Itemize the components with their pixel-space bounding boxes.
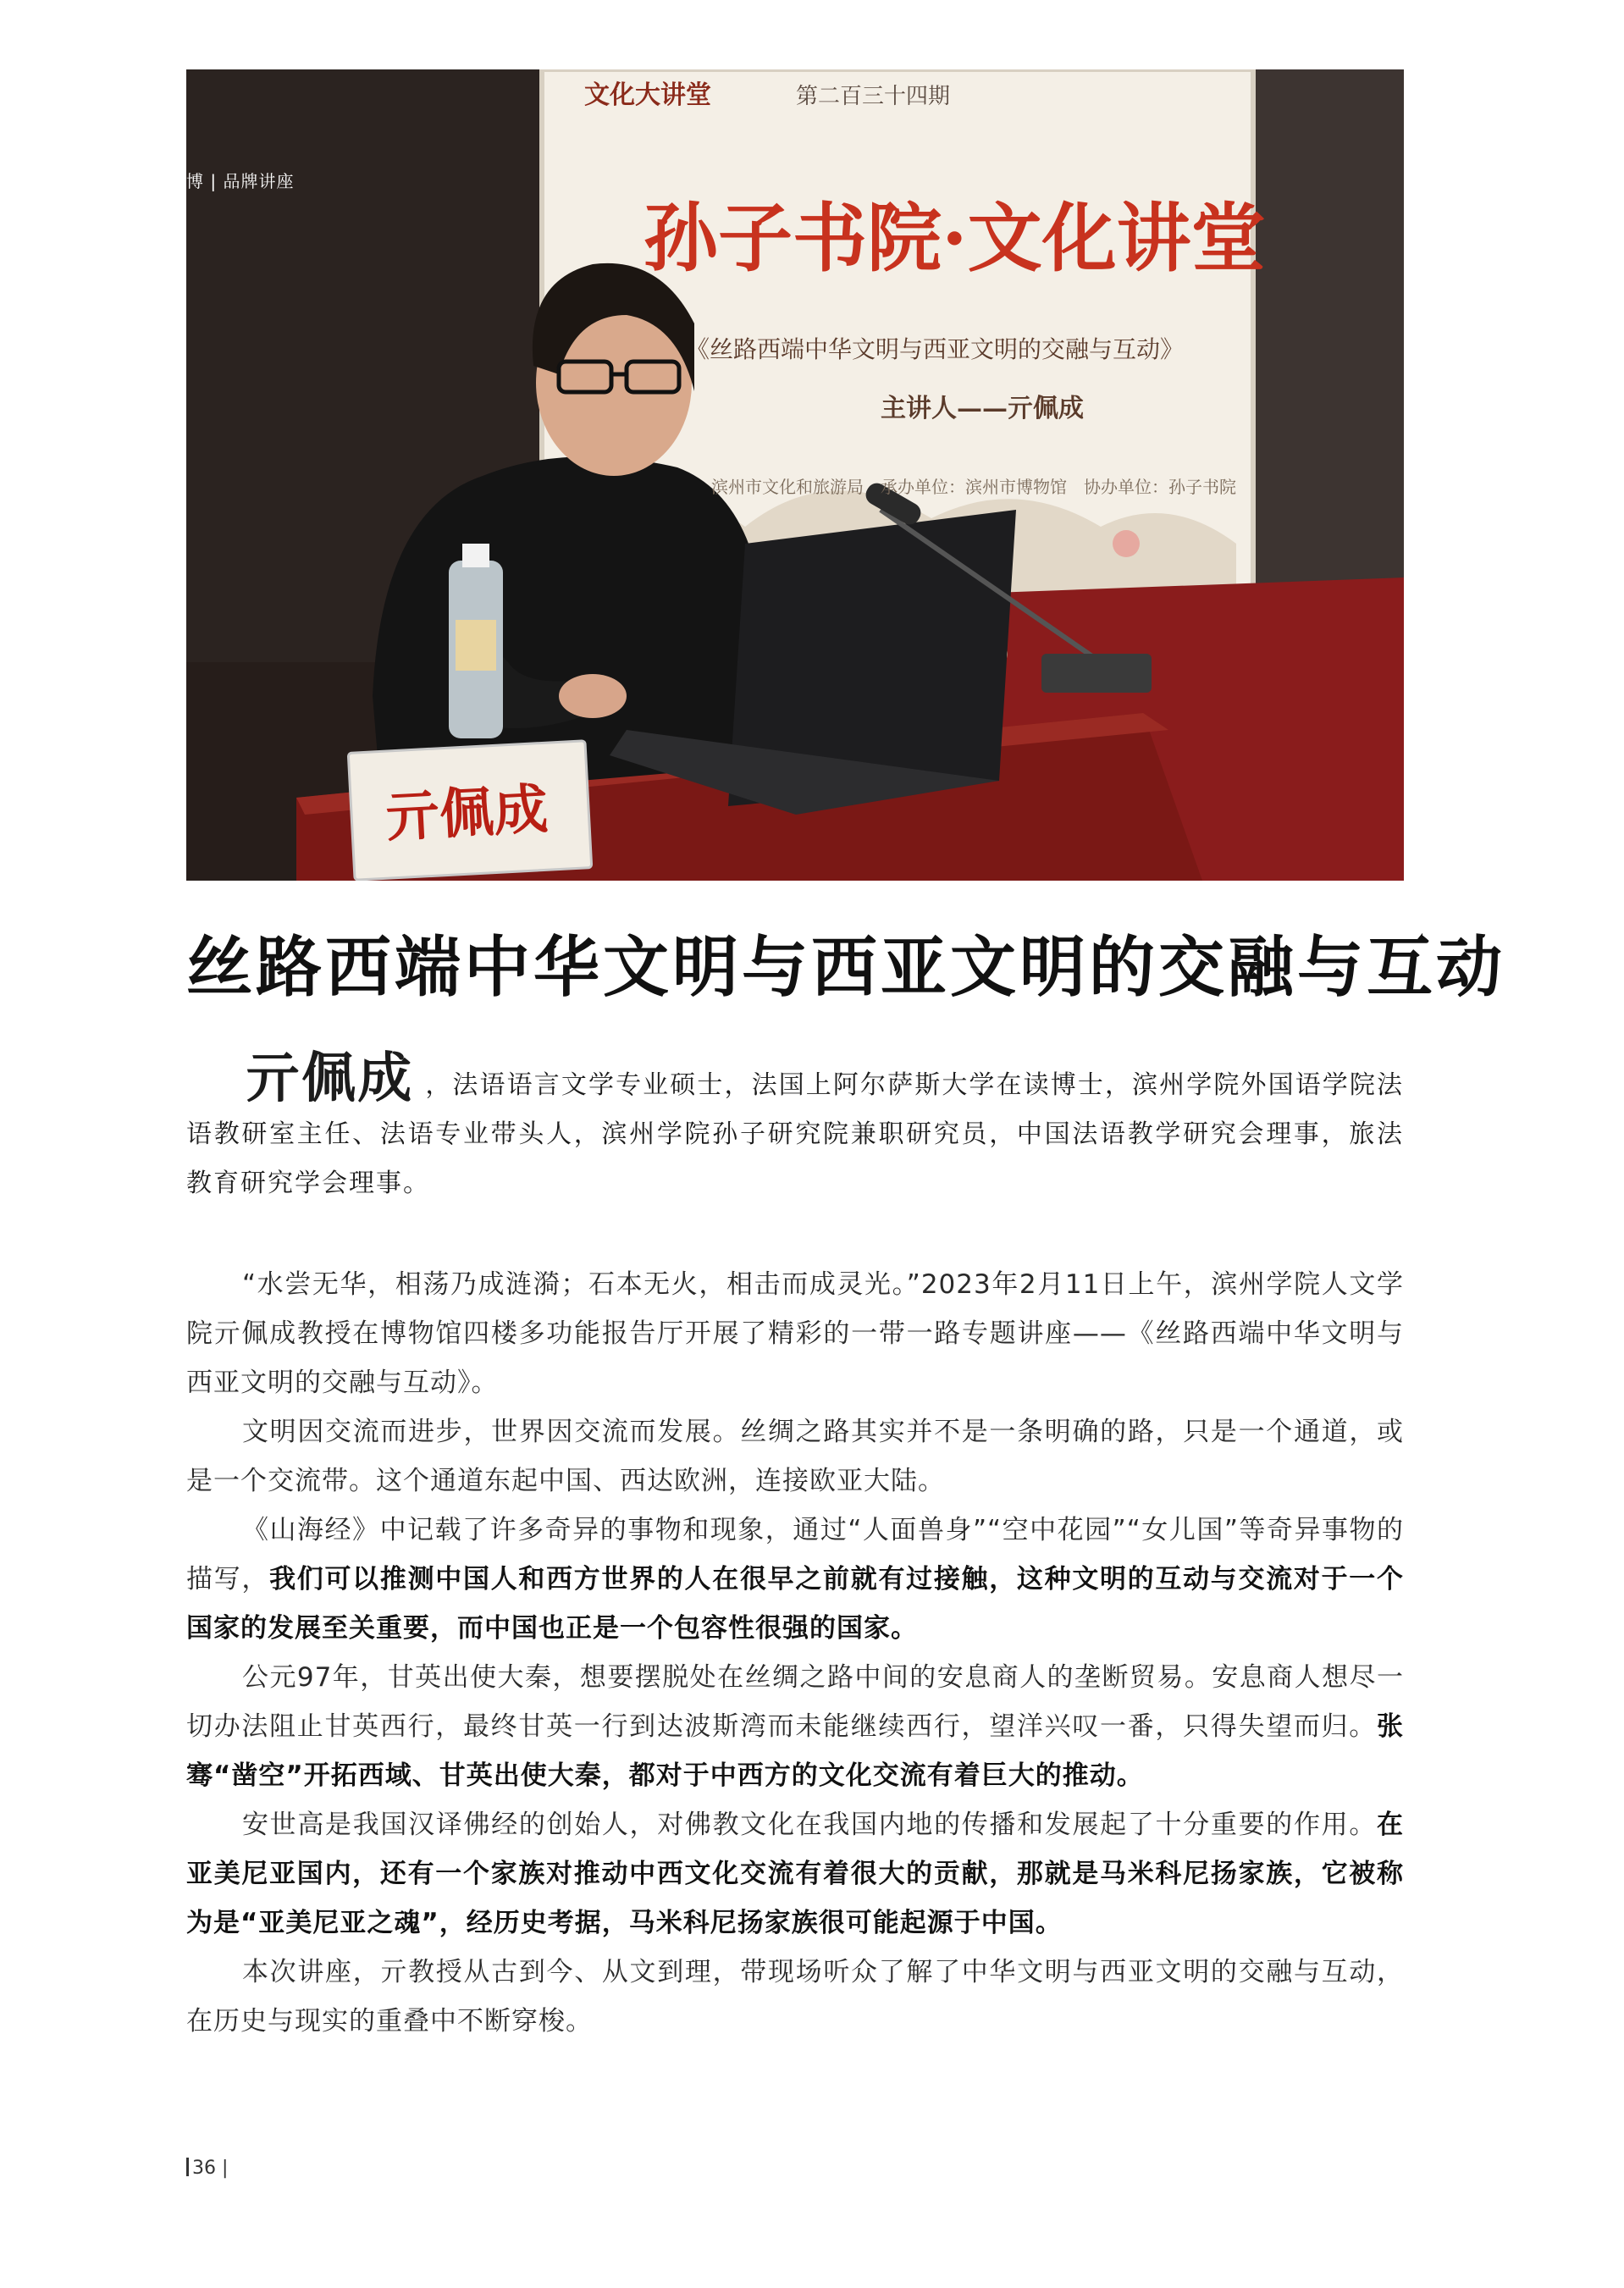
screen-subtitle: 《丝路西端中华文明与西亚文明的交融与互动》	[686, 335, 1185, 363]
screen-logo: 文化大讲堂	[584, 80, 711, 110]
paragraph-3-bold: 我们可以推测中国人和西方世界的人在很早之前就有过接触，这种文明的互动与交流对于一个国家的发展至关重要，而中国也正是一个包容性很强的国家。	[186, 1564, 1404, 1644]
lecture-photo	[186, 69, 1404, 881]
paragraph-2: 文明因交流而进步，世界因交流而发展。丝绸之路其实并不是一条明确的路，只是一个通道，或是一个交流带。这个通道东起中国、西达欧洲，连接欧亚大陆。	[186, 1417, 1404, 1496]
page-number	[186, 2158, 228, 2179]
paragraph-6: 本次讲座，亓教授从古到今、从文到理，带现场听众了解了中华文明与西亚文明的交融与互动，在历史与现实的重叠中不断穿梭。	[186, 1957, 1404, 2037]
paragraph-5-text: 安世高是我国汉译佛经的创始人，对佛教文化在我国内地的传播和发展起了十分重要的作用。	[242, 1810, 1377, 1840]
paragraph-5	[186, 1800, 1404, 1948]
paragraph-3-text: 《山海经》中记载了许多奇异的事物和现象，通过“人面兽身”“空中花园”“女儿国”等奇异事物的描写，	[186, 1515, 1404, 1594]
screen-speaker: 主讲人——亓佩成	[881, 394, 1084, 423]
author-bio-text: ，法语语言文学专业硕士，法国上阿尔萨斯大学在读博士，滨州学院外国语学院法语教研室主任、法语专业带头人，滨州学院孙子研究院兼职研究员，中国法语教学研究会理事，旅法教育研究学会理事。	[186, 1070, 1405, 1198]
article-title: 丝路西端中华文明与西亚文明的交融与互动	[186, 929, 1506, 1006]
nameplate-text: 亓佩成	[384, 777, 550, 850]
screen-title: 孙子书院·文化讲堂	[644, 194, 1266, 282]
section-label: 博 | 品牌讲座	[186, 171, 295, 191]
paragraph-4-bold: 张骞“凿空”开拓西域、甘英出使大秦，都对于中西方的文化交流有着巨大的推动。	[186, 1711, 1404, 1791]
page-number-text: 36 |	[192, 2158, 229, 2179]
screen-hosts: 滨州市文化和旅游局 承办单位：滨州市博物馆 协办单位：孙子书院	[711, 477, 1236, 497]
paragraph-3	[186, 1506, 1404, 1653]
screen-issue: 第二百三十四期	[796, 84, 951, 109]
paragraph-5-bold: 在亚美尼亚国内，还有一个家族对推动中西文化交流有着很大的贡献，那就是马米科尼扬家族，它被称为是“亚美尼亚之魂”，经历史考据，马米科尼扬家族很可能起源于中国。	[186, 1810, 1404, 1938]
page-number-bar	[186, 2158, 189, 2176]
paragraph-4	[186, 1653, 1404, 1800]
article-body	[186, 1260, 1404, 2046]
paragraph-4-text: 公元97年，甘英出使大秦，想要摆脱处在丝绸之路中间的安息商人的垄断贸易。安息商人想尽一切办法阻止甘英西行，最终甘英一行到达波斯湾而未能继续西行，望洋兴叹一番，只得失望而归。	[186, 1662, 1404, 1742]
paragraph-1: “水尝无华，相荡乃成涟漪；石本无火，相击而成灵光。”2023年2月11日上午，滨州学院人文学院亓佩成教授在博物馆四楼多功能报告厅开展了精彩的一带一路专题讲座——《丝路西端中华文明与西亚文明的交融与互动》。	[186, 1269, 1404, 1398]
author-name: 亓佩成	[246, 1047, 414, 1110]
author-bio	[186, 1047, 1405, 1208]
